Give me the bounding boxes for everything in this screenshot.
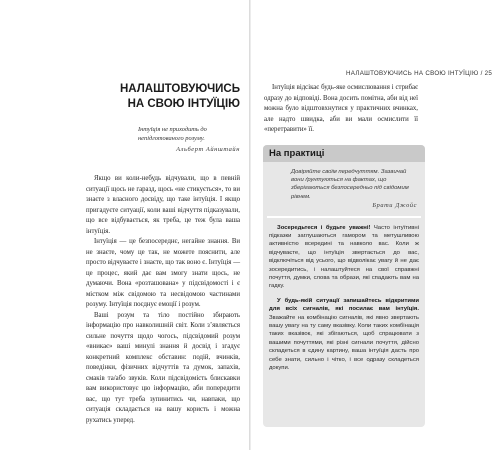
body-paragraph: Якщо ви коли-небудь відчували, що в певній ситуації щось не гаразд, щось «не стикується», то ви знаєте з власного досвіду, що таке інтуїція. І якщо пригадуєте ситуації, коли ваші відчуття підказували, що все відбувається, як треба, це теж була ваша інтуїція. (86, 175, 240, 235)
chapter-title-line-2: НА СВОЮ ІНТУЇЦІЮ (127, 98, 240, 110)
practice-paragraph-1-lead: Зосередьтеся і будьте уважні! (277, 224, 371, 231)
body-paragraph: Ваші розум та тіло постійно збирають інформацію про навколишній світ. Коли з’являється сильне почуття щодо чогось, підсвідомий розум «вникає» ваші минулі знання й досвід і згадує конкретний комплекс обставин: подій, вчинків, поведінки, фізичних відчуттів та думок, запахів, смаків та/або звуків. Коли підсвідомість блискавки вам використовує цю інформацію, аби попередити вас, що тут треба зупинитись чи, навпаки, що ситуація складається на вашу користь і можна рухатись уперед. (86, 311, 240, 424)
practice-box-heading: На практиці (263, 145, 425, 162)
body-paragraph: Інтуїція — це безпосереднє, негайне знання. Ви не знаєте, чому це так, не можете пояснити, але просто відчуваєте і знаєте, що так воно є. Інтуїція — це процес, який дає вам змогу знати щось, не думаючи. Вона «розташована» у підсвідомості і є містком між свідомою та несвідомою частинами розуму. Інтуїція поєднує емоції і розум. (86, 238, 240, 308)
practice-paragraph-2-lead: У будь-якій ситуації запишайтесь відкритими для всіх сигналів, які посилає вам інтуїція. (269, 297, 419, 313)
right-column-intro (264, 83, 418, 136)
practice-paragraph-1 (269, 224, 419, 291)
practice-box-divider (267, 216, 421, 218)
epigraph-author: Альберт Айнштайн (176, 146, 240, 154)
practice-box-body (269, 224, 419, 373)
practice-sidebar-box (263, 145, 425, 427)
chapter-title-line-1: НАЛАШТОВУЮЧИСЬ (119, 83, 240, 95)
epigraph-text: Інтуїція не приходить до непідготованого розуму. (138, 126, 207, 142)
chapter-title (100, 82, 240, 112)
practice-paragraph-2 (269, 297, 419, 373)
practice-box-quote (291, 168, 417, 210)
body-paragraph: Інтуїція відсікає будь-яке осмислювання і стрибає одразу до відповіді. Вона досить помітна, аби від неї можна було відштовхнутися у практичних вчинках, але надто швидка, аби ви мали осмислити її «перетравити» її. (264, 84, 418, 133)
book-gutter (249, 0, 251, 450)
practice-quote-author: Брати Джойс (372, 201, 417, 209)
practice-paragraph-2-text: Зважайте на комбінацію сигналів, які явно звертають вашу увагу на ту саму вказівку. Коли таких комбінація таких вказівок, які збігаються, щоб спрацювати з вашими почуттями, які різні сигнали почуття, дійсно складеться в єдину картину, ваша інтуїція дасть про себе знати, сильно і чітко, і все одразу складеться докупи. (269, 314, 419, 372)
epigraph (138, 126, 240, 155)
practice-quote-text: Довіряйте своїм передчуттям. Зазвичай вони ґрунтуються на фактах, що зберігаються безпосередньо під свідомим рівнем. (291, 169, 409, 200)
running-head: НАЛАШТОВУЮЧИСЬ НА СВОЮ ІНТУЇЦІЮ / 25 (346, 70, 493, 77)
left-column-body (86, 174, 240, 426)
practice-paragraph-1-text: Часто інтуїтивні підказки заглушаються гамором та метушливою активністю всередині та навколо вас. Коли ж відчуваєте, що інтуїція звертається до вас, відключіться від усього, що відволікає увагу й не дає зосередитись, і налаштуйтеся на свої справжні почуття, думки, слова та образи, які спадають вам на гадку. (269, 224, 419, 290)
